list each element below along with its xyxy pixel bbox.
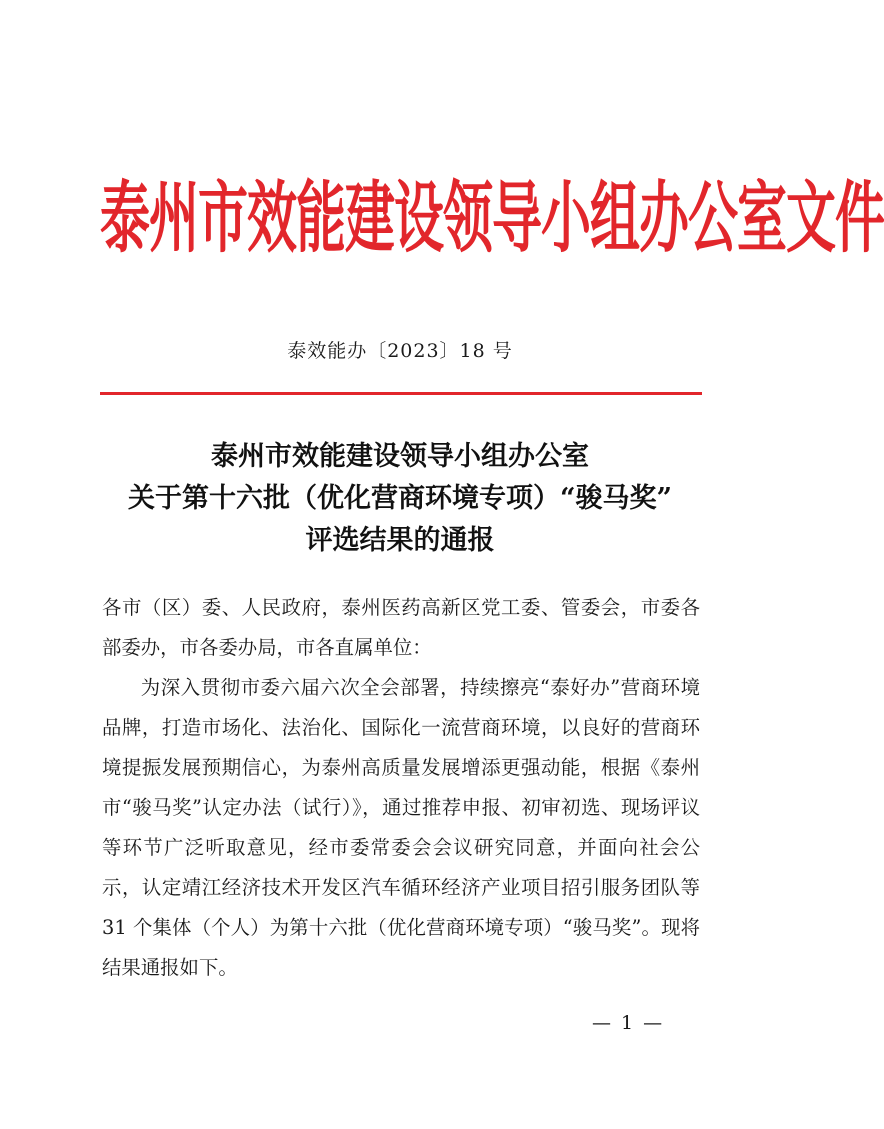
red-divider-line [100, 392, 702, 395]
body-paragraph-1: 为深入贯彻市委六届六次全会部署，持续擦亮“泰好办”营商环境品牌，打造市场化、法治化、国际化一流营商环境，以良好的营商环境提振发展预期信心，为泰州高质量发展增添更强动能，根据《泰州市“骏马奖”认定办法（试行）》，通过推荐申报、初审初选、现场评议等环节广泛听取意见，经市委常委会会议研究同意，并面向社会公示，认定靖江经济技术开发区汽车循环经济产业项目招引服务团队等 31 个集体（个人）为第十六批（优化营商环境专项）“骏马奖”。现将结果通报如下。 [102, 676, 700, 979]
addressees: 各市（区）委、人民政府，泰州医药高新区党工委、管委会，市委各部委办，市各委办局，市各直属单位： [102, 596, 700, 659]
document-number: 泰效能办〔2023〕18 号 [287, 340, 513, 362]
page-number: — 1 — [592, 1012, 665, 1034]
notice-title-line-1: 泰州市效能建设领导小组办公室 [211, 441, 589, 472]
masthead-title: 泰州市效能建设领导小组办公室文件 [100, 171, 884, 263]
notice-body [102, 588, 700, 988]
notice-title-line-3: 评选结果的通报 [305, 525, 495, 556]
notice-title [60, 436, 740, 562]
notice-title-line-2: 关于第十六批（优化营商环境专项）“骏马奖” [127, 483, 673, 514]
